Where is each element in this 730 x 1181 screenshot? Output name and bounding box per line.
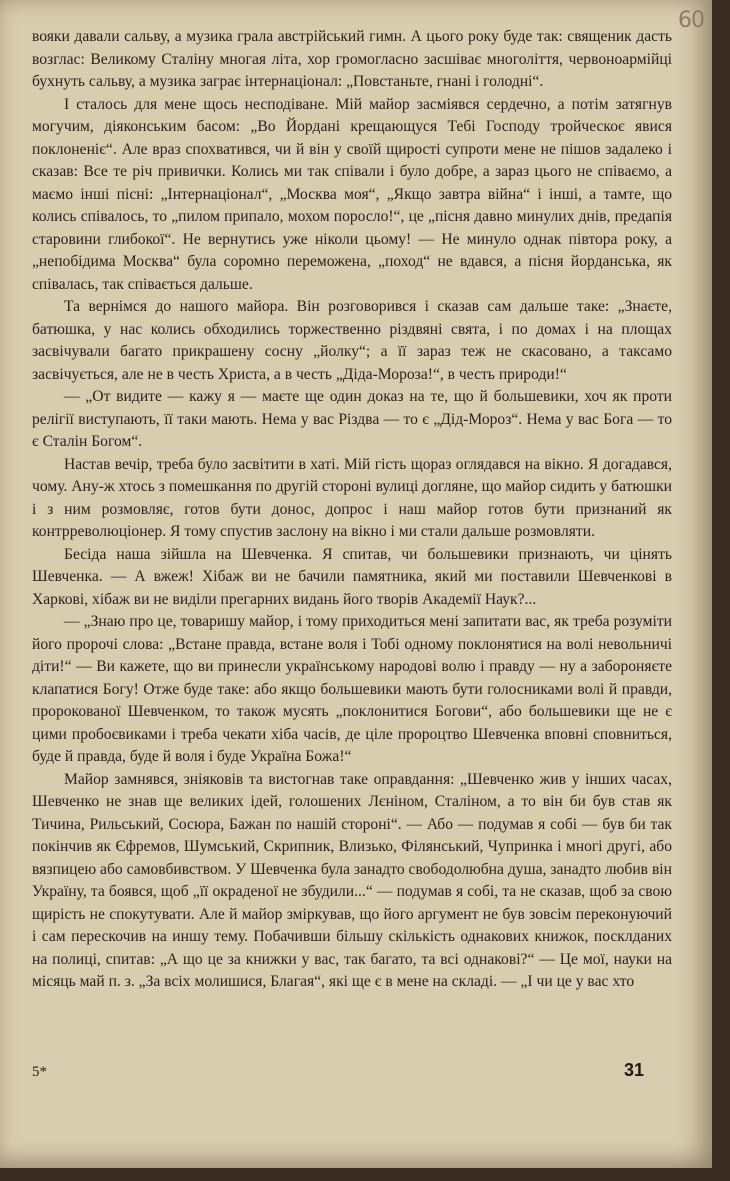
paragraph: Та вернімся до нашого майора. Він розговорився і сказав сам дальше таке: „Знаєте, батюшка, у нас колись обходились торжественно різдвяні свята, і по домах і на площах засвічували багато прикрашену сосну „йолку“; а її зараз теж не скасовано, а таксамо засвічується, але не в честь Христа, а в честь „Дідa-Мороза!“, в честь природи!“ — [32, 298, 672, 383]
paragraph: — „Знаю про це, товаришу майор, і тому приходиться мені запитати вас, як треба розуміти його пророчі слова: „Встане правда, встане воля і Тобі одному поклонятися на волі невольничі діти!“ — Ви кажете, що ви принесли українському народові волю і правду — ну а забороняєте клапатися Богу! Отже буде таке: або якщо большевики мають бути голосниками волі й правди, пророкованої Шевченком, то також мусять „поклонитися Богови“, або большевики ще не є цими пробоєвиками і треба чекати хіба часів, де ціле пророцтво Шевченка вповні сповниться, буде й правда, буде й воля і буде Україна Божа!“ — [32, 613, 672, 765]
printer-signature-mark: 5* — [32, 1064, 47, 1080]
paragraph: — „От видите — кажу я — маєте ще один доказ на те, що й большевики, хоч як проти релігії виступають, її таки мають. Нема у вас Різдва — то є „Дід-Мороз“. Нема у вас Бога — то є Сталін Богом“. — [32, 388, 672, 450]
paragraph: Майор замнявся, зніяковів та вистогнав таке оправдання: „Шевченко жив у інших часах, Шевченко не знав ще великих ідей, голошених Лєніном, Сталіном, а то він би був став як Тичина, Рильський, Сосюра, Бажан по нашій стороні“. — Або — подумав я собі — був би так покінчив як Єфремов, Шумський, Скрипник, Влизько, Філянський, Чупринка і многі другі, або вязпицею або самовбивством. У Шевченка була занадто свободолюбна душа, занадто любив він Україну, та боявся, щоб „її окраденої не збудили...“ — подумав я собі, та не сказав, щоб за свою щирість не спокутувати. Але й майор зміркував, що його аргумент не був зовсім переконуючий і сам перескочив на иншу тему. Побачивши більшу скількість однакових книжок, посклданих на полиці, спитав: „А що це за книжки у вас, так багато, та всі однакові?“ — Це мої, науки на місяць май п. з. „За всіх молишися, Благая“, які ще є в мене на складі. — „І чи це у вас хто — [32, 770, 672, 990]
paragraph: Настав вечір, треба було засвітити в хаті. Мій гість щораз оглядався на вікно. Я догадався, чому. Ану-ж хтось з помешкання по другій стороні вулиці догляне, що майор сидить у батюшки і з ним розмовляє, готов бути донос, допрос і наш майор готов бути признаний як контрреволюціонер. Я тому спустив заслону на вікно і ми стали дальше розмовляти. — [32, 455, 672, 540]
paragraph: Бесіда наша зійшла на Шевченка. Я спитав, чи большевики признають, чи цінять Шевченка. — А вжеж! Хібаж ви не бачили памятника, який ми поставили Шевченкові в Харкові, хібаж ви не виділи прегарних видань його творів Академії Наук?... — [32, 545, 672, 608]
paragraph: І сталось для мене щось несподіване. Мій майор засміявся сердечно, а потім затягнув могучим, діяконським басом: „Во Йордані крещающуся Тебі Господу тройческоє явися поклоненіє“. Але враз спохватився, чи й він у своїй щирості супроти мене не пішов задалеко і сказав: Все те річ привички. Колись ми так співали і було добре, а зараз цього не співаємо, а маємо інші пісні: „Інтернаціонал“, „Москва моя“, „Якщо завтра війна“ і інші, а тамте, що колись співалось, то „пилом припало, мохом поросло!“, це „пісня давно минулих днів, предапія старовини глибокої“. Не вернутись уже ніколи цьому! — Не минуло однак півтора року, а „непобідима Москва“ була соромно переможена, „поход“ не вдався, а пісня йорданська, як співалась, так співається дальше. — [32, 95, 672, 293]
body-text — [32, 26, 672, 994]
page-number: 31 — [624, 1060, 645, 1080]
paragraph: вояки давали сальву, а музика грала австрійський гимн. А цього року буде так: священик дасть возглас: Великому Сталіну многая літа, хор громогласно засшіває многоліття, червоноармійці бухнуть сальву, а музика заграє інтернаціонал: „Повстаньте, гнані і голодні“. — [32, 28, 672, 90]
handwritten-page-note: 60 — [678, 8, 704, 33]
